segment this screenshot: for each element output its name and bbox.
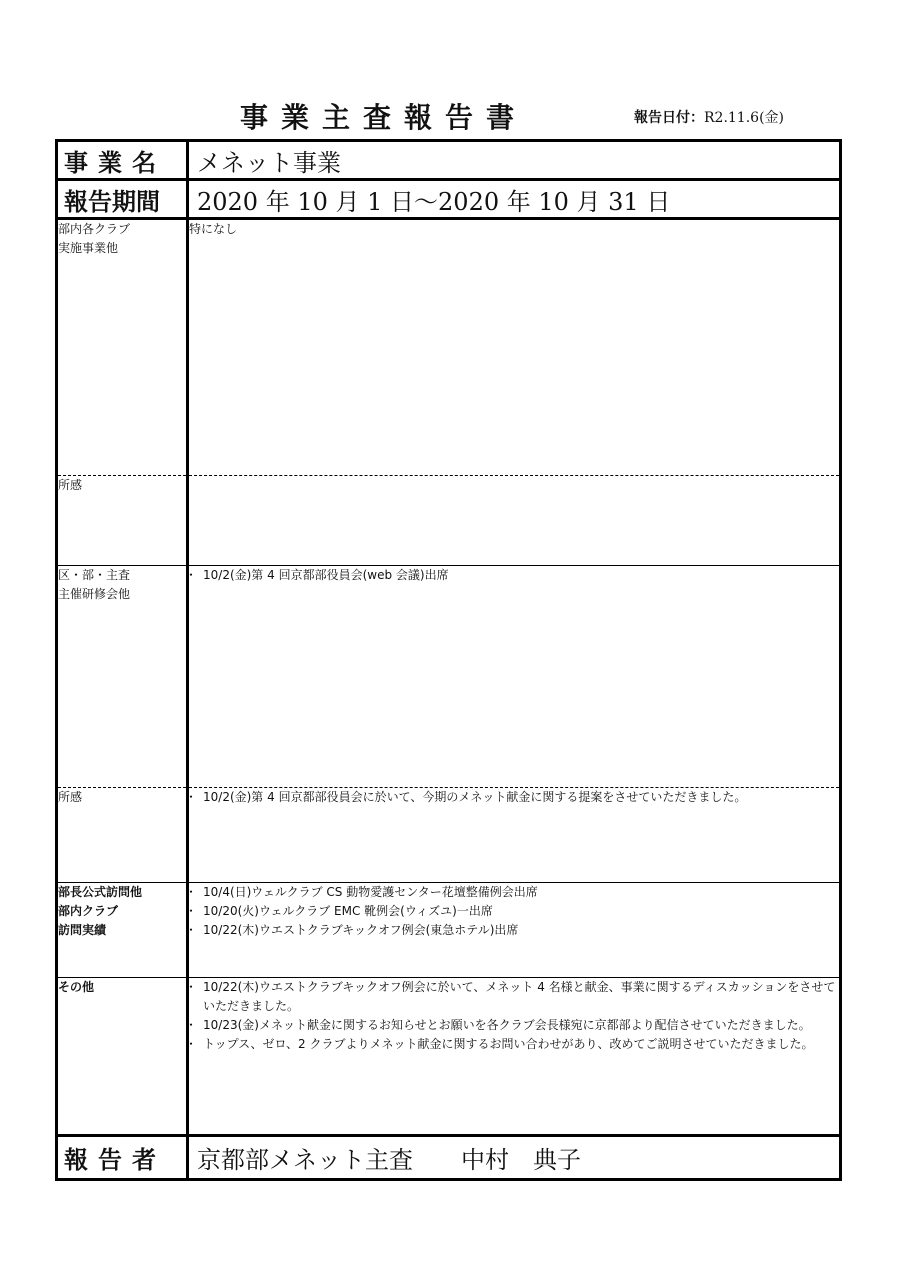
- list-item: ・ 10/22(木)ウエストクラブキックオフ例会(東急ホテル)出席: [189, 921, 839, 940]
- section-label: [57, 219, 188, 476]
- list-item: ・ 10/22(木)ウエストクラブキックオフ例会に於いて、メネット 4 名様と献金、事業に関するディスカッションをさせていただきました。: [189, 978, 839, 1016]
- label-line: 訪問実績: [58, 923, 107, 937]
- item-list: [189, 883, 839, 940]
- label-line: 主催研修会他: [58, 587, 131, 601]
- section-impressions-1: [57, 476, 841, 566]
- section-label: [57, 883, 188, 978]
- list-item: ・ 10/4(日)ウェルクラブ CS 動物愛護センター花壇整備例会出席: [189, 883, 839, 902]
- report-form: [55, 139, 842, 1181]
- section-label: [57, 476, 188, 566]
- section-training: [57, 566, 841, 788]
- period-label: 報告期間: [57, 180, 188, 219]
- item-list: [189, 788, 839, 807]
- list-item: ・ トップス、ゼロ、2 クラブよりメネット献金に関するお問い合わせがあり、改めてご説明させていただきました。: [189, 1035, 839, 1054]
- report-date-value: R2.11.6(金): [704, 110, 784, 126]
- section-impressions-2: [57, 788, 841, 883]
- label-line: その他: [58, 980, 95, 994]
- label-line: 部長公式訪問他: [58, 885, 143, 899]
- label-line: 実施事業他: [58, 241, 119, 255]
- item-list: [189, 566, 839, 585]
- section-label: [57, 788, 188, 883]
- section-label: [57, 566, 188, 788]
- business-label: 事業名: [57, 141, 188, 180]
- list-item: ・ 10/23(金)メネット献金に関するお知らせとお願いを各クラブ会長様宛に京都部より配信させていただきました。: [189, 1016, 839, 1035]
- reporter-value: 京都部メネット主査 中村 典子: [188, 1136, 841, 1180]
- section-content: 特になし: [188, 219, 841, 476]
- business-value: メネット事業: [188, 141, 841, 180]
- report-date: [634, 107, 784, 127]
- section-content: [188, 978, 841, 1136]
- label-line: 部内クラブ: [58, 904, 119, 918]
- label-line: 区・部・主査: [58, 568, 131, 582]
- period-value: 2020 年 10 月 1 日～2020 年 10 月 31 日: [188, 180, 841, 219]
- period-row: [57, 180, 841, 219]
- label-line: 所感: [58, 478, 83, 492]
- section-other: [57, 978, 841, 1136]
- section-visits: [57, 883, 841, 978]
- section-content: [188, 883, 841, 978]
- section-content: [188, 476, 841, 566]
- reporter-row: [57, 1136, 841, 1180]
- section-label: [57, 978, 188, 1136]
- section-content: [188, 566, 841, 788]
- section-club-activities: [57, 219, 841, 476]
- report-date-label: 報告日付：: [634, 110, 704, 126]
- item-list: [189, 978, 839, 1054]
- label-line: 所感: [58, 790, 83, 804]
- business-row: [57, 141, 841, 180]
- list-item: ・ 10/20(火)ウェルクラブ EMC 靴例会(ウィズユ)一出席: [189, 902, 839, 921]
- reporter-label: 報告者: [57, 1136, 188, 1180]
- label-line: 部内各クラブ: [58, 222, 131, 236]
- list-item: ・ 10/2(金)第 4 回京都部役員会(web 会議)出席: [189, 566, 839, 585]
- document-title: 事業主査報告書: [240, 101, 528, 134]
- list-item: ・ 10/2(金)第 4 回京都部役員会に於いて、今期のメネット献金に関する提案をさせていただきました。: [189, 788, 839, 807]
- section-content: [188, 788, 841, 883]
